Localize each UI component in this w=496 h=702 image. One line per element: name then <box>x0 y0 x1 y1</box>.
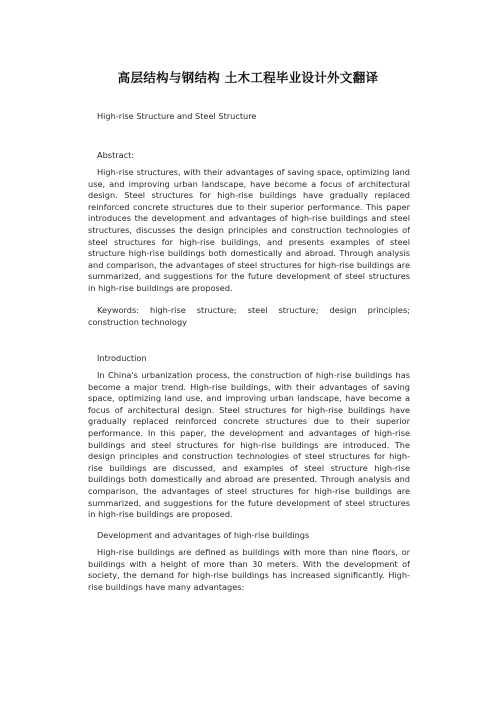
keywords-paragraph: Keywords: high-rise structure; steel structure; design principles; construction technology <box>88 305 410 327</box>
abstract-heading: Abstract: <box>97 150 135 160</box>
development-heading: Development and advantages of high-rise buildings <box>97 530 310 540</box>
development-body: High-rise buildings are defined as buildings with more than nine floors, or buildings with a height of more than 30 meters. With the development of society, the demand for high-rise buildings has increased significantly. High-rise buildings have many advantages: <box>88 547 410 592</box>
introduction-heading: Introduction <box>97 353 147 363</box>
document-subtitle: High-rise Structure and Steel Structure <box>97 111 257 121</box>
introduction-body: In China's urbanization process, the construction of high-rise buildings has become a major trend. High-rise buildings, with their advantages of saving space, optimizing land use, and improving urban landscape, have become a focus of architectural design. Steel structures for high-rise buildings have gradually replaced reinforced concrete structures due to their superior performance. In this paper, the development and advantages of high-rise buildings and steel structures for high-rise buildings are introduced. The design principles and construction technologies of steel structures for high-rise buildings are discussed, and examples of steel structure high-rise buildings both domestically and abroad are presented. Through analysis and comparison, the advantages of steel structures for high-rise buildings are summarized, and suggestions for the future development of steel structures in high-rise buildings are proposed. <box>88 370 410 520</box>
abstract-body: High-rise structures, with their advantages of saving space, optimizing land use, and improving urban landscape, have become a focus of architectural design. Steel structures for high-rise buildings have gradually replaced reinforced concrete structures due to their superior performance. This paper introduces the development and advantages of high-rise buildings and steel structures, discusses the design principles and construction technologies of steel structures for high-rise buildings, and presents examples of steel structure high-rise buildings both domestically and abroad. Through analysis and comparison, the advantages of steel structures for high-rise buildings are summarized, and suggestions for the future development of steel structures in high-rise buildings are proposed. <box>88 167 410 293</box>
document-title: 高层结构与钢结构 土木工程毕业设计外文翻译 <box>117 70 379 85</box>
